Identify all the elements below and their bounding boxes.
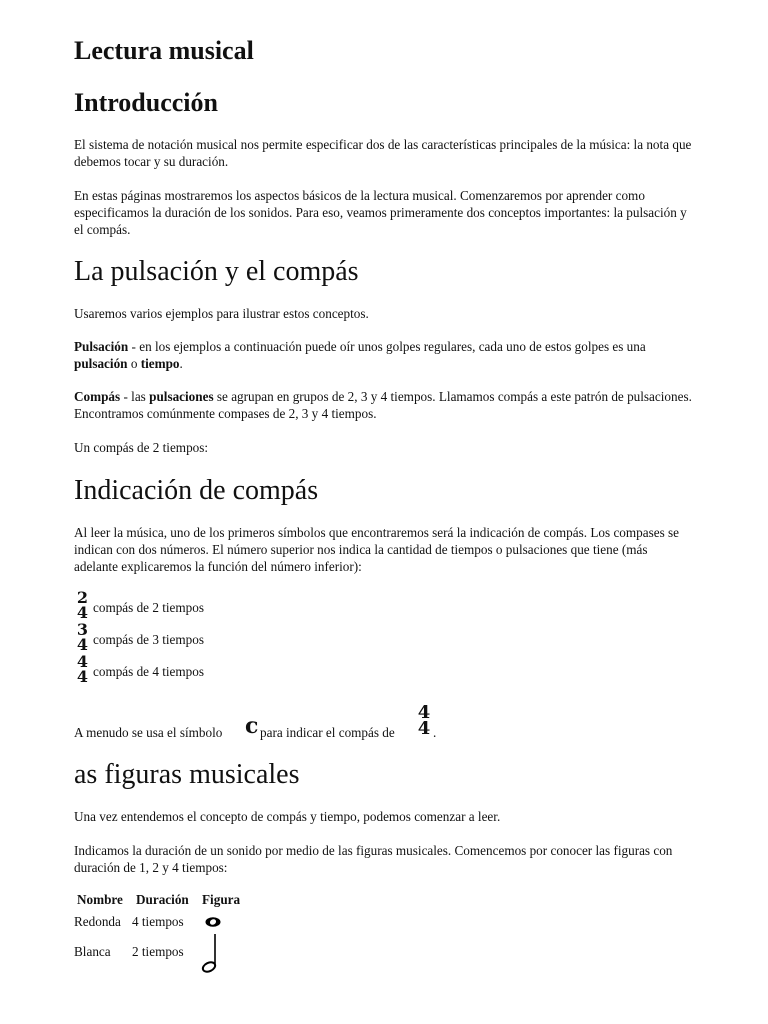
ts-bottom-number: 4 [76,667,89,686]
ts-top-number: 4 [417,702,431,723]
table-header-figura: Figura [202,892,241,907]
tiempo-bold-term: tiempo [140,356,180,371]
common-time-text-b: para indicar el compás de [260,725,395,740]
pulsacion-definition-text: - en los ejemplos a continuación puede oír unos golpes regulares, cada uno de estos golpes es una [128,339,646,354]
half-note-icon [200,932,222,974]
indicacion-heading: Indicación de compás [74,475,319,506]
ts-bottom-number: 4 [417,718,431,739]
intro-paragraph-1: El sistema de notación musical nos permite especificar dos de las características principales de la música: la nota que debemos tocar y su duración. [74,137,692,169]
compas-definition-text-a: - las [120,389,150,404]
page-title: Lectura musical [74,36,254,65]
common-time-period: . [433,725,437,740]
ts-bottom-number: 4 [76,603,89,622]
pulsacion-definition [74,338,694,372]
table-cell-name: Redonda [74,914,121,929]
table-cell-duration: 2 tiempos [132,944,184,959]
pulsacion-bold-term: pulsación [74,356,128,371]
compas-definition-text-b: se agrupan en grupos de 2, 3 y 4 tiempos. Llamamos compás a este patrón de pulsaciones. Encontramos comúnmente compases de 2, 3 y 4 tiempos. [74,389,692,421]
whole-note-icon [204,916,222,928]
common-time-signature [416,702,432,739]
pulsacion-paragraph-1: Usaremos varios ejemplos para ilustrar estos conceptos. [74,306,369,321]
table-header-duracion: Duración [136,892,189,907]
time-signature-label: compás de 3 tiempos [93,632,204,647]
common-time-text-a: A menudo se usa el símbolo [74,725,223,740]
table-header-nombre: Nombre [77,892,123,907]
time-signature-3-4 [74,622,91,652]
time-signature-2-4 [74,590,91,620]
compas-term: Compás [74,389,121,404]
compas-definition [74,388,694,422]
figuras-paragraph-1: Una vez entendemos el concepto de compás y tiempo, podemos comenzar a leer. [74,809,501,824]
pulsacion-term: Pulsación [74,339,129,354]
ts-bottom-number: 4 [76,635,89,654]
common-time-sentence [74,724,222,741]
table-cell-name: Blanca [74,944,111,959]
common-time-icon: c [245,713,259,739]
time-signature-label: compás de 2 tiempos [93,600,204,615]
intro-paragraph-2: En estas páginas mostraremos los aspectos básicos de la lectura musical. Comenzaremos por aprender como especificamos la duración de los sonidos. Para eso, veamos primeramente dos conceptos importantes: la pulsación y el compás. [74,188,687,237]
ts-top-number: 2 [76,588,89,607]
figuras-heading: as figuras musicales [74,759,300,790]
pulsacion-connector: o [127,356,141,371]
indicacion-paragraph-1: Al leer la música, uno de los primeros símbolos que encontraremos será la indicación de compás. Los compases se indican con dos números. El número superior nos indica la cantidad de tiempos o pulsaciones que tiene (más adelante explicaremos la función del número inferior): [74,525,679,574]
table-cell-duration: 4 tiempos [132,914,184,929]
compas-example: Un compás de 2 tiempos: [74,440,209,455]
figuras-paragraph-2: Indicamos la duración de un sonido por medio de las figuras musicales. Comencemos por conocer las figuras con duración de 1, 2 y 4 tiempos: [74,843,673,875]
ts-top-number: 3 [76,620,89,639]
time-signature-label: compás de 4 tiempos [93,664,204,679]
time-signature-4-4 [74,654,91,684]
pulsaciones-bold-term: pulsaciones [149,389,214,404]
pulsacion-heading: La pulsación y el compás [74,256,359,287]
ts-top-number: 4 [76,652,89,671]
intro-heading: Introducción [74,88,218,117]
pulsacion-period: . [179,356,183,371]
